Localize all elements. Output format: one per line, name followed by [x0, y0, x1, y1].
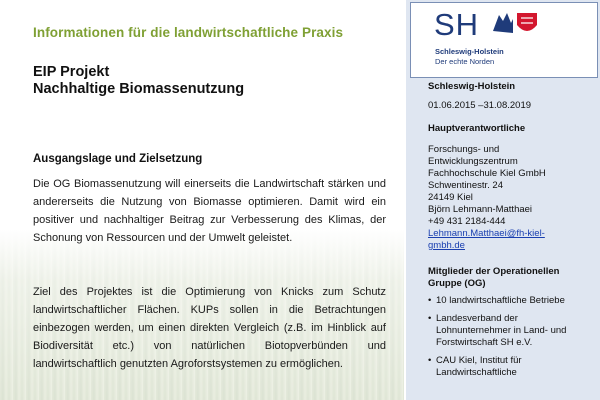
list-item: • 10 landwirtschaftliche Betriebe: [428, 295, 565, 306]
members-heading: Mitglieder der Operationellen Gruppe (OG): [428, 266, 560, 289]
logo-state-name: Schleswig-Holstein: [435, 47, 504, 56]
project-period: 01.06.2015 –31.08.2019: [428, 100, 532, 111]
list-item: • Landesverband der Lohnunternehmer in Land- und Forstwirtschaft SH e.V.: [428, 313, 567, 348]
email-line2[interactable]: gmbh.de: [428, 240, 465, 251]
address-line: Entwicklungszentrum: [428, 156, 518, 167]
project-title-line1: EIP Projekt: [33, 64, 110, 80]
bullet-icon: •: [428, 313, 432, 324]
project-title: [33, 64, 244, 98]
contact-person: Björn Lehmann-Matthaei: [428, 204, 533, 215]
section-title: Ausgangslage und Zielsetzung: [33, 153, 203, 165]
contact-phone: +49 431 2184-444: [428, 216, 506, 227]
members-list: [428, 295, 593, 385]
contact-address: [428, 144, 593, 228]
address-line: 24149 Kiel: [428, 192, 473, 203]
paragraph-2: Ziel des Projektes ist die Optimierung von Knicks zum Schutz landwirtschaftlicher Flächen. KUPs sollen in die Betrachtungen einbezogen werden, um einen direkten Vergleich (z.B. im Hinblick auf Biodiversität etc.) von natürlichen Biotopverbünden und landwirtschaftlich genutzten Agroforstsystemen zu ermöglichen.: [33, 286, 386, 370]
region-label: Schleswig-Holstein: [428, 81, 516, 92]
paragraph-1: Die OG Biomassenutzung will einerseits die Landwirtschaft stärken und andererseits die Nutzung von Biomasse optimieren. Damit wird ein positiver und nachhaltiger Beitrag zur Verbesserung des Klimas, der Schonung von Ressourcen und der Umwelt geleistet.: [33, 178, 386, 244]
address-line: Fachhochschule Kiel GmbH: [428, 168, 546, 179]
list-item: • CAU Kiel, Institut für Landwirtschaftliche: [428, 355, 522, 378]
logo-sh-text: SH: [434, 7, 480, 42]
address-line: Forschungs- und: [428, 144, 500, 155]
bullet-icon: •: [428, 295, 432, 306]
project-title-line2: Nachhaltige Biomassenutzung: [33, 81, 245, 97]
address-line: Schwentinestr. 24: [428, 180, 503, 191]
page-header: Informationen für die landwirtschaftliche Praxis: [33, 25, 344, 40]
bullet-icon: •: [428, 355, 432, 366]
coat-of-arms-icon: [491, 9, 539, 37]
lead-heading: Hauptverantwortliche: [428, 123, 526, 134]
email-link[interactable]: [428, 228, 593, 252]
logo-slogan: Der echte Norden: [435, 57, 495, 66]
email-line1[interactable]: Lehmann.Matthaei@fh-kiel-: [428, 228, 545, 239]
